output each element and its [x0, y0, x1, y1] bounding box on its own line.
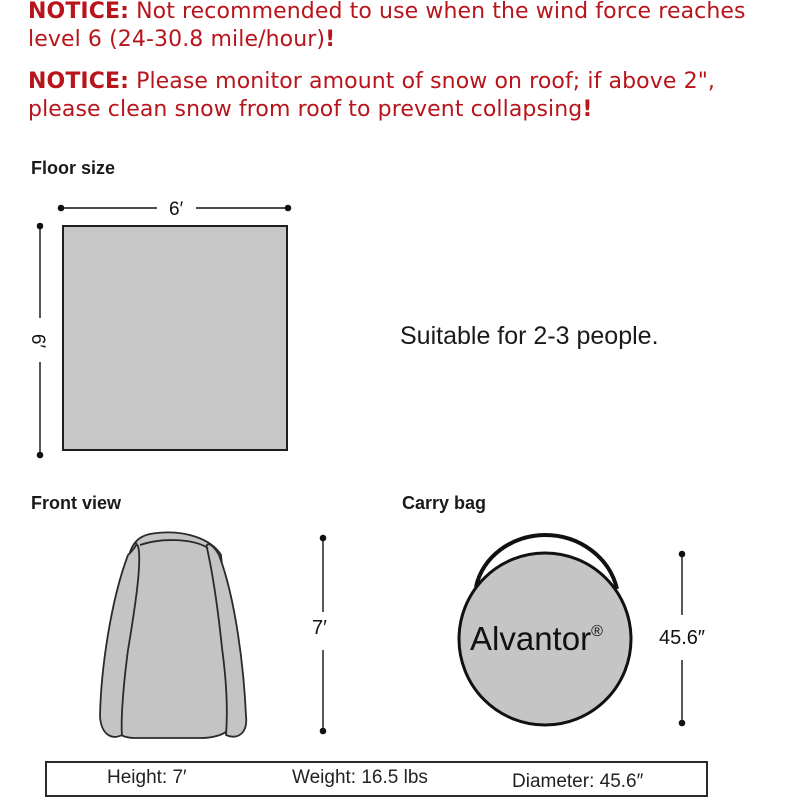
notice-lead: NOTICE:: [28, 69, 129, 94]
floor-depth-label: 6′: [27, 333, 49, 349]
spec-diameter: Diameter: 45.6″: [512, 771, 644, 792]
brand-name: Alvantor: [470, 620, 592, 657]
floor-depth-dimension-line: [37, 223, 42, 457]
floor-size-label: Floor size: [31, 158, 116, 178]
brand-logo-text: [470, 620, 603, 658]
trademark-symbol: ®: [591, 623, 603, 640]
spec-weight: Weight: 16.5 lbs: [292, 767, 428, 788]
notice-bang: !: [582, 97, 593, 122]
tent-height-label: 7′: [312, 617, 327, 639]
notice-bang: !: [325, 27, 336, 52]
notice-text: Please monitor amount of snow on roof; if above 2", please clean snow from roof to prevent collapsing: [28, 69, 716, 122]
floor-width-dimension-line: [58, 205, 290, 210]
notice-lead: NOTICE:: [28, 0, 129, 24]
notice-text: Not recommended to use when the wind force reaches level 6 (24-30.8 mile/hour): [28, 0, 746, 52]
capacity-text: Suitable for 2-3 people.: [400, 322, 659, 350]
bag-diameter-label: 45.6″: [659, 627, 706, 649]
tent-front-view-icon: [100, 532, 246, 738]
front-view-label: Front view: [31, 493, 122, 513]
carry-bag-label: Carry bag: [402, 493, 487, 513]
floor-width-label: 6′: [169, 199, 184, 220]
spec-height: Height: 7′: [107, 767, 187, 788]
